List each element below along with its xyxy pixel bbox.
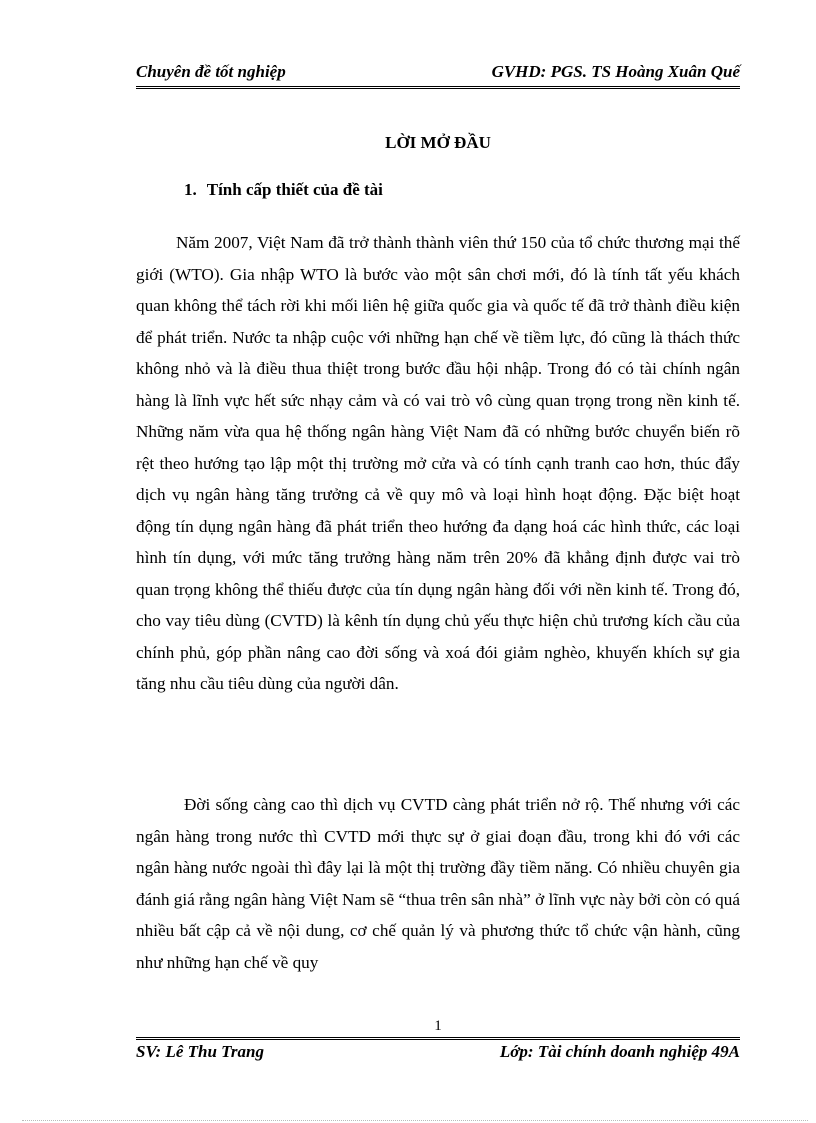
section-heading [184,180,383,200]
page-header [136,60,740,89]
footer-student: SV: Lê Thu Trang [136,1042,264,1061]
section-number: 1. [184,180,197,199]
section-title: Tính cấp thiết của đề tài [206,180,383,199]
page-title: LỜI MỞ ĐẦU [385,133,491,152]
footer-divider [136,1037,740,1040]
page-number: 1 [434,1018,442,1034]
footer-class: Lớp: Tài chính doanh nghiệp 49A [499,1042,740,1061]
paragraph-2: Đời sống càng cao thì dịch vụ CVTD càng phát triển nở rộ. Thế nhưng với các ngân hàng trong nước thì CVTD mới thực sự ở giai đoạn đầu, trong khi đó với các ngân hàng nước ngoài thì đây lại là một thị trường đầy tiềm năng. Có nhiều chuyên gia đánh giá rằng ngân hàng Việt Nam sẽ “thua trên sân nhà” ở lĩnh vực này bởi còn có quá nhiều bất cập cả về nội dung, cơ chế quản lý và phương thức tổ chức vận hành, cũng như những hạn chế về quy [136,795,740,972]
header-document-type: Chuyên đề tốt nghiệp [136,62,286,81]
header-advisor: GVHD: PGS. TS Hoàng Xuân Quế [491,62,740,81]
paragraph-1: Năm 2007, Việt Nam đã trở thành thành viên thứ 150 của tổ chức thương mại thế giới (WTO). Gia nhập WTO là bước vào một sân chơi mới, đó là tính tất yếu khách quan không thể tách rời khi mối liên hệ giữa quốc gia và quốc tế đã trở thành điều kiện để phát triển. Nước ta nhập cuộc với những hạn chế về tiềm lực, đó cũng là thách thức không nhỏ và là điều thua thiệt trong bước đầu hội nhập. Trong đó có tài chính ngân hàng là lĩnh vực hết sức nhạy cảm và có vai trò vô cùng quan trọng trong nền kinh tế. Những năm vừa qua hệ thống ngân hàng Việt Nam đã có những bước chuyển biến rõ rệt theo hướng tạo lập một thị trường mở cửa và có tính cạnh tranh cao hơn, thúc đẩy dịch vụ ngân hàng tăng trưởng cả về quy mô và loại hình hoạt động. Đặc biệt hoạt động tín dụng ngân hàng đã phát triển theo hướng đa dạng hoá các hình thức, các loại hình tín dụng, với mức tăng trưởng hàng năm trên 20% đã khẳng định được vai trò quan trọng không thể thiếu được của tín dụng ngân hàng đối với nền kinh tế. Trong đó, cho vay tiêu dùng (CVTD) là kênh tín dụng chủ yếu thực hiện chủ trương kích cầu của chính phủ, góp phần nâng cao đời sống và xoá đói giảm nghèo, khuyến khích sự gia tăng nhu cầu tiêu dùng của người dân. [136,233,740,693]
page-edge-divider [22,1120,808,1121]
